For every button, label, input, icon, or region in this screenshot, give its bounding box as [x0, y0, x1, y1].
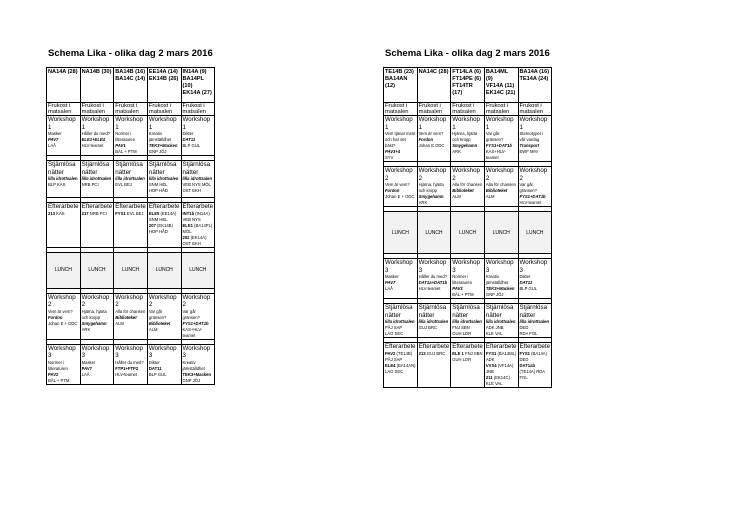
session-cell: Stjärnlösa nätter lilla idrottsalen GUJ BRC — [417, 304, 451, 338]
breakfast-cell: Frukost i matsalen — [518, 103, 552, 116]
session-cell: Stjärnlösa nätter lilla idrottsalen NRB PCI — [80, 161, 114, 198]
efterarbete-row — [384, 343, 552, 388]
breakfast-cell: Frukost i matsalen — [47, 103, 81, 116]
session-cell: Efterarbete ELE5 (EE14A) SNM HEL 207 (EK14B) HOP HÅD — [147, 203, 181, 248]
lunch-cell: LUNCH — [518, 212, 552, 254]
header-row — [384, 68, 552, 103]
session-cell: Stjärnlösa nätter lilla idrottsalen EVL BEJ — [114, 161, 148, 198]
workshop-cell: Workshop 1 Hjärna, hjärta och kropp Smygehamn ARK — [451, 116, 485, 162]
workshop-cell: Workshop 1 Vem tjänar mest och har det bäst? PAV3+4 SYV — [385, 116, 416, 160]
lunch-cell: LUNCH — [451, 212, 485, 254]
workshop-cell: Workshop 3 Normer i litteraturen PAV3 BÄL + PTM — [451, 259, 485, 299]
session-cell: Stjärnlösa nätter lilla idrottsalen DED RDA FOL — [518, 304, 552, 338]
class-header: NA14A (28) — [47, 68, 81, 103]
lunch-cell: LUNCH — [114, 252, 148, 288]
breakfast-row — [47, 103, 215, 116]
schedule-title: Schema Lika - olika dag 2 mars 2016 — [385, 48, 550, 59]
class-header: NA14C (28) — [417, 68, 451, 103]
class-header: NA14B (30) — [80, 68, 114, 103]
breakfast-cell: Frukost i matsalen — [417, 103, 451, 116]
lunch-cell: LUNCH — [147, 252, 181, 288]
session-cell: Stjärnlösa nätter lilla idrottsalen BLP KAS — [47, 161, 81, 198]
session-cell: Stjärnlösa nätter lilla idrottsalen FNJ SBN GUH LDR — [451, 304, 485, 338]
session-cell: Efterarbete 217 NRB PCI — [80, 203, 114, 248]
schedule-table — [46, 67, 215, 385]
session-cell: Stjärnlösa nätter lilla idrottsalen PÅJ SAP LAO SEC — [384, 304, 418, 338]
workshop-cell: Workshop 1 Kreativ jämställdhet TEK3+Macken GNP JÖJ — [147, 116, 181, 156]
breakfast-cell: Frukost i matsalen — [181, 103, 215, 116]
lunch-cell: LUNCH — [484, 212, 518, 254]
breakfast-cell: Frukost i matsalen — [484, 103, 518, 116]
workshop-cell: Workshop 2 Var går gränsen? FYS1+DAT1b HLV-teamet — [518, 167, 552, 207]
breakfast-cell: Frukost i matsalen — [384, 103, 418, 116]
workshop-cell: Workshop 2 Hjärna, hjärta och kropp Smygehamn ARK — [80, 293, 114, 339]
workshop-cell: Workshop 3 Masker PAV7 LAÅ — [80, 344, 114, 384]
workshop-cell: Workshop 1 Stereotyper i vår vardag Transport EWF MHI — [518, 116, 552, 162]
schedule-table — [383, 67, 552, 388]
workshop3-row — [47, 344, 215, 384]
class-header: TE14B (23) BA14AN (12) — [384, 68, 418, 103]
workshop2-row — [384, 167, 552, 207]
workshop-cell: Workshop 3 Normer i litteraturen PAV2 BÄL + PTM — [47, 344, 81, 384]
session-cell: Efterarbete INT1b (IN14A) VEB NYS ELE1 (BA14PL) MÖL 202 (EK14A) OST EKH — [182, 203, 214, 246]
workshop1-row — [384, 116, 552, 162]
class-header: EE14A (14) EK14B (26) — [147, 68, 181, 103]
workshop-cell: Workshop 3 Kreativ jämställdhet TEK3+Macken GNP JÖJ — [181, 344, 215, 384]
workshop-cell: Workshop 1 Dikter DAT11 BLP GUL — [181, 116, 215, 156]
workshop-cell: Workshop 1 Var går gränsen? FYS1+DAT1b KAS+HLV-teamet — [484, 116, 518, 162]
workshop-cell: Workshop 2 Hjärna, hjärta och kropp Smygehamn ARK — [417, 167, 451, 207]
session-cell: Stjärnlösa nätter lilla idrottsalen ADK JNB KLE VAL — [484, 304, 518, 338]
workshop-cell: Workshop 2 Alla för chansen Biblioteket ALM — [114, 293, 148, 339]
workshop-cell: Workshop 3 Kreativ jämställdhet TEK3+Macken GNP JÖJ — [484, 259, 518, 299]
breakfast-row — [384, 103, 552, 116]
class-header: FT14LA (6) FT14PE (6) FT14TR (17) — [451, 68, 485, 103]
workshop-cell: Workshop 2 Alla för chansen Biblioteket ALM — [451, 167, 485, 207]
session-cell: Efterarbete 213 KAS — [47, 203, 81, 248]
header-row — [47, 68, 215, 103]
workshop-cell: Workshop 2 Var går gränsen? FYS1+DAT1b KAS+HLV-teamet — [181, 293, 215, 339]
session-cell: Stjärnlösa nätter lilla idrottsalen VEB NYS MÖL OST EKH — [181, 161, 215, 198]
session-cell: Efterarbete FYS1 (BA14A) DED DAT1ab (TE14A) RDA FOL — [518, 343, 552, 388]
workshop-cell: Workshop 1 Håller du med? ELE1+ELE4 HLV-teamet — [80, 116, 114, 156]
workshop1-row — [47, 116, 215, 156]
class-header: IN14A (9) BA14PL (10) EK14A (27) — [181, 68, 215, 103]
workshop3-row — [384, 259, 552, 299]
session-cell: Efterarbete ELE 1 FNJ SBN GUH LDR — [451, 343, 485, 388]
lunch-cell: LUNCH — [417, 212, 451, 254]
workshop-cell: Workshop 3 Dikter DAT11 BLP GUL — [518, 259, 552, 299]
session-cell: Efterarbete PAV2 (TE14B) PÅJ SAP ELE4 (BA14AN) LAO SEC — [384, 343, 418, 388]
workshop-cell: Workshop 1 Vem är vem? Fordon Johan E ODC — [417, 116, 451, 162]
lunch-cell: LUNCH — [181, 252, 215, 288]
session-cell: Efterarbete FYS1 EVL BEJ — [114, 203, 148, 248]
session-cell: Efterarbete 213 GUJ BRC — [417, 343, 451, 388]
session-cell: Stjärnlösa nätter lilla idrottsalen SNM HEL HOP HÅD — [147, 161, 181, 198]
workshop-cell: Workshop 2 Vem är vem? Fordon Johan E + ODC — [384, 167, 418, 207]
stjarnlosa-row — [384, 304, 552, 338]
workshop-cell: Workshop 3 Håller du med? DAT1a+DAT1b HLV-teamet — [417, 259, 451, 299]
schedule-title: Schema Lika - olika dag 2 mars 2016 — [48, 48, 213, 59]
workshop-cell: Workshop 1 Masker PAV7 LAÅ — [47, 116, 81, 156]
workshop-cell: Workshop 3 Dikter DAT11 BLP GUL — [147, 344, 181, 384]
class-header: BA14ML (9) VF14A (11) EK14C (21) — [484, 68, 518, 103]
class-header: BA14B (16) BA14C (14) — [114, 68, 148, 103]
workshop-cell: Workshop 1 Normer i litteraturen PAV1 BÄL + PTM — [114, 116, 148, 156]
lunch-row — [384, 212, 552, 254]
breakfast-cell: Frukost i matsalen — [451, 103, 485, 116]
lunch-cell: LUNCH — [80, 252, 114, 288]
workshop-cell: Workshop 2 Alla för chansen Biblioteket ALM — [484, 167, 518, 207]
workshop-cell: Workshop 3 Håller du med? FTP1+FTP2 HLV-teamet — [114, 344, 148, 384]
breakfast-cell: Frukost i matsalen — [80, 103, 114, 116]
workshop2-row — [47, 293, 215, 339]
workshop-cell: Workshop 2 Var går gränsen? Biblioteket ALM — [147, 293, 181, 339]
breakfast-cell: Frukost i matsalen — [147, 103, 181, 116]
lunch-cell: LUNCH — [384, 212, 418, 254]
session-cell: Efterarbete FYS1 (BA14ML) ADK VVS4 (VF14A) JNB 211 (EK14C) KLE VAL — [485, 343, 517, 386]
workshop-cell: Workshop 2 Vem är vem? Fordon Johan E + ODC — [47, 293, 81, 339]
stjarnlosa-row — [47, 161, 215, 198]
lunch-row — [47, 252, 215, 288]
breakfast-cell: Frukost i matsalen — [114, 103, 148, 116]
class-header: BA14A (16) TE14A (24) — [518, 68, 552, 103]
lunch-cell: LUNCH — [47, 252, 81, 288]
workshop-cell: Workshop 3 Masker PAV7 LAÅ — [384, 259, 418, 299]
efterarbete-row — [47, 203, 215, 248]
